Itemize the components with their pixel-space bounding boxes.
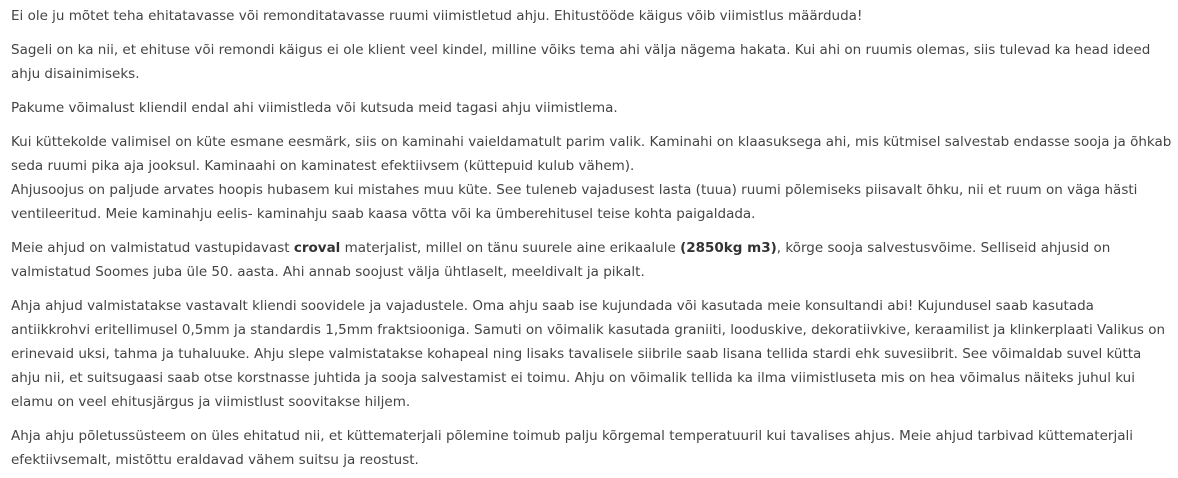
- paragraph-design-ideas: Sageli on ka nii, et ehituse või remondi käigus ei ole klient veel kindel, milline võiks tema ahi välja nägema hakata. Kui ahi on ruumis olemas, siis tulevad ka head ideed ahju disainimiseks.: [11, 42, 1151, 82]
- material-text-2: materjalist, millel on tänu suurele aine erikaalule: [340, 240, 681, 256]
- paragraph-custom-design: Ahja ahjud valmistatakse vastavalt kliendi soovidele ja vajadustele. Oma ahju saab ise kujundada või kasutada meie konsultandi abi! Kujundusel saab kasutada antiikkrohvi eritellimusel 0,5mm ja standardis 1,5mm fraktsiooniga. Samuti on võimalik kasutada graniiti, looduskive, dekoratiivkive, keraamilist ja klinkerplaati Valikus on erinevaid uksi, tahma ja tuhaluuke. Ahju slepe valmistatakse kohapeal ning lisaks tavalisele siibrile saab lisana tellida stardi ehk suvesiibrit. See võimaldab suvel kütta ahju nii, et suitsugaasi saab otse korstnasse juhtida ja sooja salvestamist ei toimu. Ahju on võimalik tellida ka ilma viimistluseta mis on hea võimalus näiteks juhul kui elamu on veel ehitusjärgus ja viimistlust soovitakse hiljem.: [11, 298, 1166, 410]
- paragraph-renovation-note: Ei ole ju mõtet teha ehitatavasse või remonditatavasse ruumi viimistletud ahju. Ehitustööde käigus võib viimistlus määrduda!: [11, 8, 863, 24]
- material-name: croval: [293, 240, 341, 256]
- paragraph-fireplace-stove: [11, 130, 1174, 226]
- paragraph-finishing-offer: Pakume võimalust kliendil endal ahi viimistleda või kutsuda meid tagasi ahju viimistlema.: [11, 100, 618, 116]
- paragraph-combustion-system: Ahja ahju põletussüsteem on üles ehitatud nii, et küttematerjali põlemine toimub palju kõrgemal temperatuuril kui tavalises ahjus. Meie ahjud tarbivad küttematerjali efektiivsemalt, mistõttu eraldavad vähem suitsu ja reostust.: [11, 428, 1133, 468]
- paragraph-material: [11, 236, 1174, 284]
- material-text-3: , kõrge sooja salvestusvõime. Selliseid ahjusid on valmistatud Soomes juba üle 50. aasta. Ahi annab soojust välja ühtlaselt, meeldivalt ja pikalt.: [11, 240, 1111, 280]
- fireplace-stove-text: Kui küttekolde valimisel on küte esmane eesmärk, siis on kaminahi vaieldamatult parim valik. Kaminahi on klaasuksega ahi, mis kütmisel salvestab endasse sooja ja õhkab seda ruumi pika aja jooksul. Kaminaahi on kaminatest efektiivsem (küttepuid kulub vähem).: [11, 134, 1172, 174]
- material-text-1: Meie ahjud on valmistatud vastupidavast: [11, 240, 294, 256]
- stove-warmth-text: Ahjusoojus on paljude arvates hoopis hubasem kui mistahes muu küte. See tuleneb vajadusest lasta (tuua) ruumi põlemiseks piisavalt õhku, nii et ruum on väga hästi ventileeritud. Meie kaminahju eelis- kaminahju saab kaasa võtta või ka ümberehitusel teise kohta paigaldada.: [11, 182, 1138, 222]
- material-density: (2850kg m3): [680, 240, 777, 256]
